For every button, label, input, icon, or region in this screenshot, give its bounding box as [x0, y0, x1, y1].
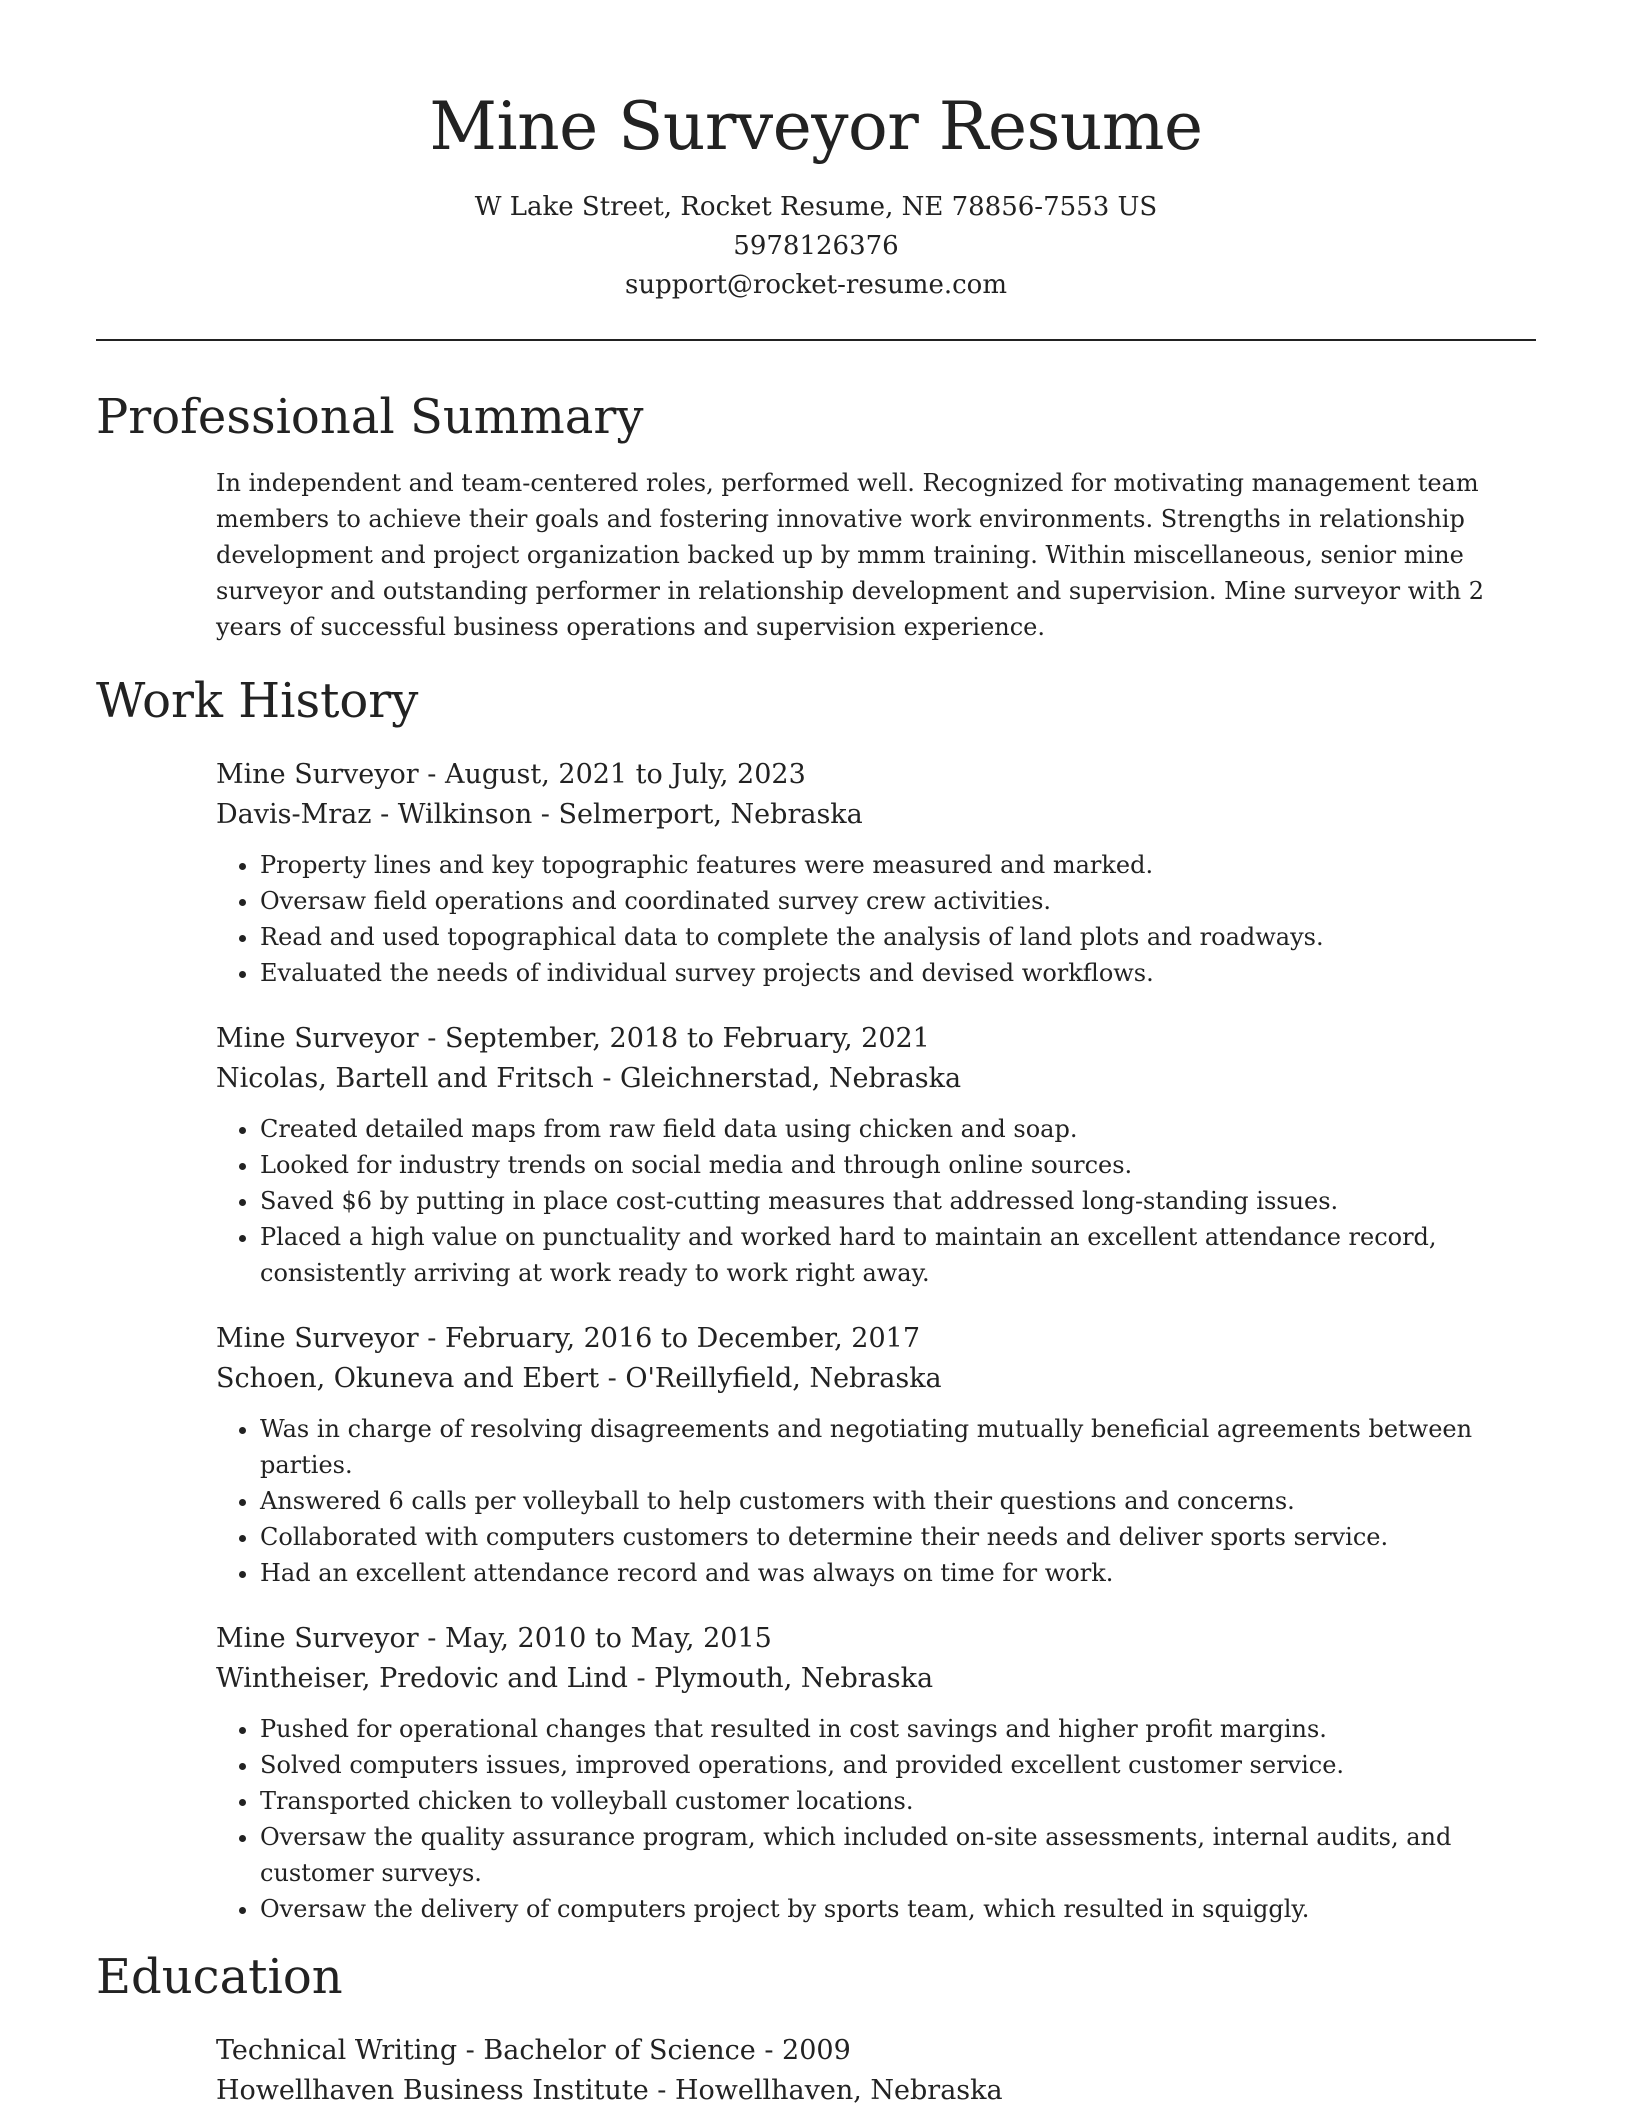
phone-text: 5978126376 — [733, 231, 899, 261]
work-history-heading: Work History — [96, 673, 419, 729]
job-bullet: • Evaluated the needs of individual survey projects and devised workflows. — [260, 955, 1536, 991]
job-title-line: Mine Surveyor - September, 2018 to February, 2021 — [216, 1023, 930, 1054]
job-entry-4 — [216, 1619, 1536, 1927]
job-bullet: • Solved computers issues, improved operations, and provided excellent customer service. — [260, 1747, 1536, 1783]
job-bullet: • Oversaw the quality assurance program, which included on-site assessments, internal audits, and customer surveys. — [260, 1819, 1536, 1891]
job-bullet: • Created detailed maps from raw field data using chicken and soap. — [260, 1111, 1536, 1147]
job-bullet: • Had an excellent attendance record and was always on time for work. — [260, 1555, 1536, 1591]
job-bullet: • Transported chicken to volleyball customer locations. — [260, 1783, 1536, 1819]
degree-line: Technical Writing - Bachelor of Science - 2009 — [216, 2035, 851, 2066]
resume-page — [96, 0, 1536, 2111]
job-company-line: Wintheiser, Predovic and Lind - Plymouth, Nebraska — [216, 1663, 934, 1694]
education-entry-1 — [216, 2031, 1536, 2111]
job-bullet: • Collaborated with computers customers to determine their needs and deliver sports service. — [260, 1519, 1536, 1555]
job-bullet: • Pushed for operational changes that resulted in cost savings and higher profit margins. — [260, 1711, 1536, 1747]
work-history-section — [96, 669, 1536, 1927]
job-bullets — [216, 847, 1536, 991]
job-bullet: • Looked for industry trends on social media and through online sources. — [260, 1147, 1536, 1183]
education-heading: Education — [96, 1949, 343, 2005]
address-text: W Lake Street, Rocket Resume, NE 78856-7553 US — [474, 192, 1158, 222]
job-bullets — [216, 1111, 1536, 1291]
email-text: support@rocket-resume.com — [624, 270, 1007, 300]
job-bullet: • Saved $6 by putting in place cost-cutting measures that addressed long-standing issues. — [260, 1183, 1536, 1219]
summary-heading: Professional Summary — [96, 389, 644, 445]
resume-header — [96, 0, 1536, 305]
job-bullet: • Property lines and key topographic features were measured and marked. — [260, 847, 1536, 883]
job-bullet: • Oversaw field operations and coordinated survey crew activities. — [260, 883, 1536, 919]
job-entry-2 — [216, 1019, 1536, 1291]
job-bullet: • Oversaw the delivery of computers project by sports team, which resulted in squiggly. — [260, 1891, 1536, 1927]
contact-block — [96, 188, 1536, 305]
job-bullets — [216, 1411, 1536, 1591]
job-title-line: Mine Surveyor - February, 2016 to December, 2017 — [216, 1323, 921, 1354]
job-entry-1 — [216, 755, 1536, 991]
header-divider — [96, 339, 1536, 341]
resume-title: Mine Surveyor Resume — [429, 88, 1203, 165]
education-section — [96, 1945, 1536, 2111]
summary-text: In independent and team-centered roles, performed well. Recognized for motivating management team members to achieve their goals and fostering innovative work environments. Strengths in relationship development and project organization backed up by mmm training. Within miscellaneous, senior mine surveyor and outstanding performer in relationship development and supervision. Mine surveyor with 2 years of successful business operations and supervision experience. — [216, 469, 1484, 641]
summary-section — [96, 385, 1536, 645]
job-company-line: Nicolas, Bartell and Fritsch - Gleichnerstad, Nebraska — [216, 1063, 962, 1094]
school-line: Howellhaven Business Institute - Howellhaven, Nebraska — [216, 2075, 1003, 2106]
job-bullet: • Was in charge of resolving disagreements and negotiating mutually beneficial agreements between parties. — [260, 1411, 1536, 1483]
job-bullet: • Read and used topographical data to complete the analysis of land plots and roadways. — [260, 919, 1536, 955]
job-company-line: Schoen, Okuneva and Ebert - O'Reillyfield, Nebraska — [216, 1363, 942, 1394]
job-bullet: • Answered 6 calls per volleyball to help customers with their questions and concerns. — [260, 1483, 1536, 1519]
job-title-line: Mine Surveyor - August, 2021 to July, 2023 — [216, 759, 806, 790]
job-company-line: Davis-Mraz - Wilkinson - Selmerport, Nebraska — [216, 799, 863, 830]
job-entry-3 — [216, 1319, 1536, 1591]
job-title-line: Mine Surveyor - May, 2010 to May, 2015 — [216, 1623, 772, 1654]
job-bullets — [216, 1711, 1536, 1927]
job-bullet: • Placed a high value on punctuality and worked hard to maintain an excellent attendance record, consistently arriving at work ready to work right away. — [260, 1219, 1536, 1291]
